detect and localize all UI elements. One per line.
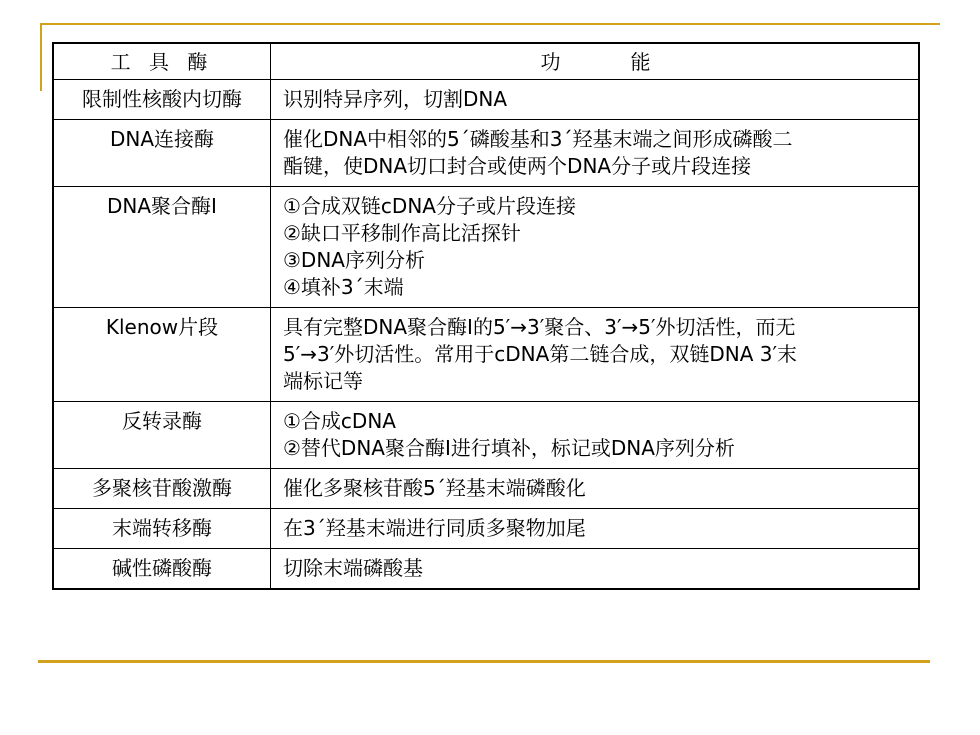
enzyme-name: DNA聚合酶Ⅰ — [53, 187, 271, 308]
enzyme-function — [271, 308, 920, 402]
table-row — [53, 469, 919, 509]
function-line: ①合成双链cDNA分子或片段连接 — [283, 194, 576, 218]
header-tool-label: 工 具 酶 — [110, 50, 214, 74]
enzyme-name: 限制性核酸内切酶 — [53, 80, 271, 120]
enzyme-function — [271, 509, 920, 549]
enzyme-name: 多聚核苷酸激酶 — [53, 469, 271, 509]
function-line: 在3´羟基末端进行同质多聚物加尾 — [283, 516, 586, 540]
function-line: 催化多聚核苷酸5´羟基末端磷酸化 — [283, 476, 586, 500]
function-line: ②替代DNA聚合酶I进行填补，标记或DNA序列分析 — [283, 436, 735, 460]
enzyme-name: 反转录酶 — [53, 402, 271, 469]
function-line: 催化DNA中相邻的5´磷酸基和3´羟基末端之间形成磷酸二 — [283, 127, 793, 151]
header-tool-enzyme — [53, 43, 271, 80]
bottom-accent-line — [38, 660, 930, 663]
table-row — [53, 187, 919, 308]
enzyme-name: 末端转移酶 — [53, 509, 271, 549]
enzyme-function — [271, 80, 920, 120]
table-row — [53, 509, 919, 549]
enzyme-name: 碱性磷酸酶 — [53, 549, 271, 590]
enzyme-function — [271, 549, 920, 590]
enzyme-function — [271, 402, 920, 469]
function-line: ①合成cDNA — [283, 409, 396, 433]
function-line: 端标记等 — [283, 369, 363, 393]
function-line: 切除末端磷酸基 — [283, 556, 423, 580]
function-line: 酯键，使DNA切口封合或使两个DNA分子或片段连接 — [283, 154, 752, 178]
enzyme-table — [52, 42, 920, 590]
left-accent-line — [40, 23, 42, 91]
enzyme-name: Klenow片段 — [53, 308, 271, 402]
table-row — [53, 308, 919, 402]
header-function — [271, 43, 920, 80]
header-function-char2: 能 — [630, 50, 651, 74]
function-line: 5′→3′外切活性。常用于cDNA第二链合成，双链DNA 3′末 — [283, 342, 797, 366]
enzyme-function — [271, 120, 920, 187]
function-line: ③DNA序列分析 — [283, 248, 425, 272]
top-accent-line — [40, 23, 940, 25]
header-function-char1: 功 — [540, 50, 561, 74]
enzyme-function — [271, 469, 920, 509]
function-line: 识别特异序列，切割DNA — [283, 87, 508, 111]
table-row — [53, 402, 919, 469]
function-line: ④填补3´末端 — [283, 275, 404, 299]
table-row — [53, 549, 919, 590]
enzyme-function — [271, 187, 920, 308]
function-line: ②缺口平移制作高比活探针 — [283, 221, 521, 245]
enzyme-name: DNA连接酶 — [53, 120, 271, 187]
function-line: 具有完整DNA聚合酶I的5′→3′聚合、3′→5′外切活性，而无 — [283, 315, 796, 339]
table-row — [53, 80, 919, 120]
table-header-row — [53, 43, 919, 80]
table-row — [53, 120, 919, 187]
